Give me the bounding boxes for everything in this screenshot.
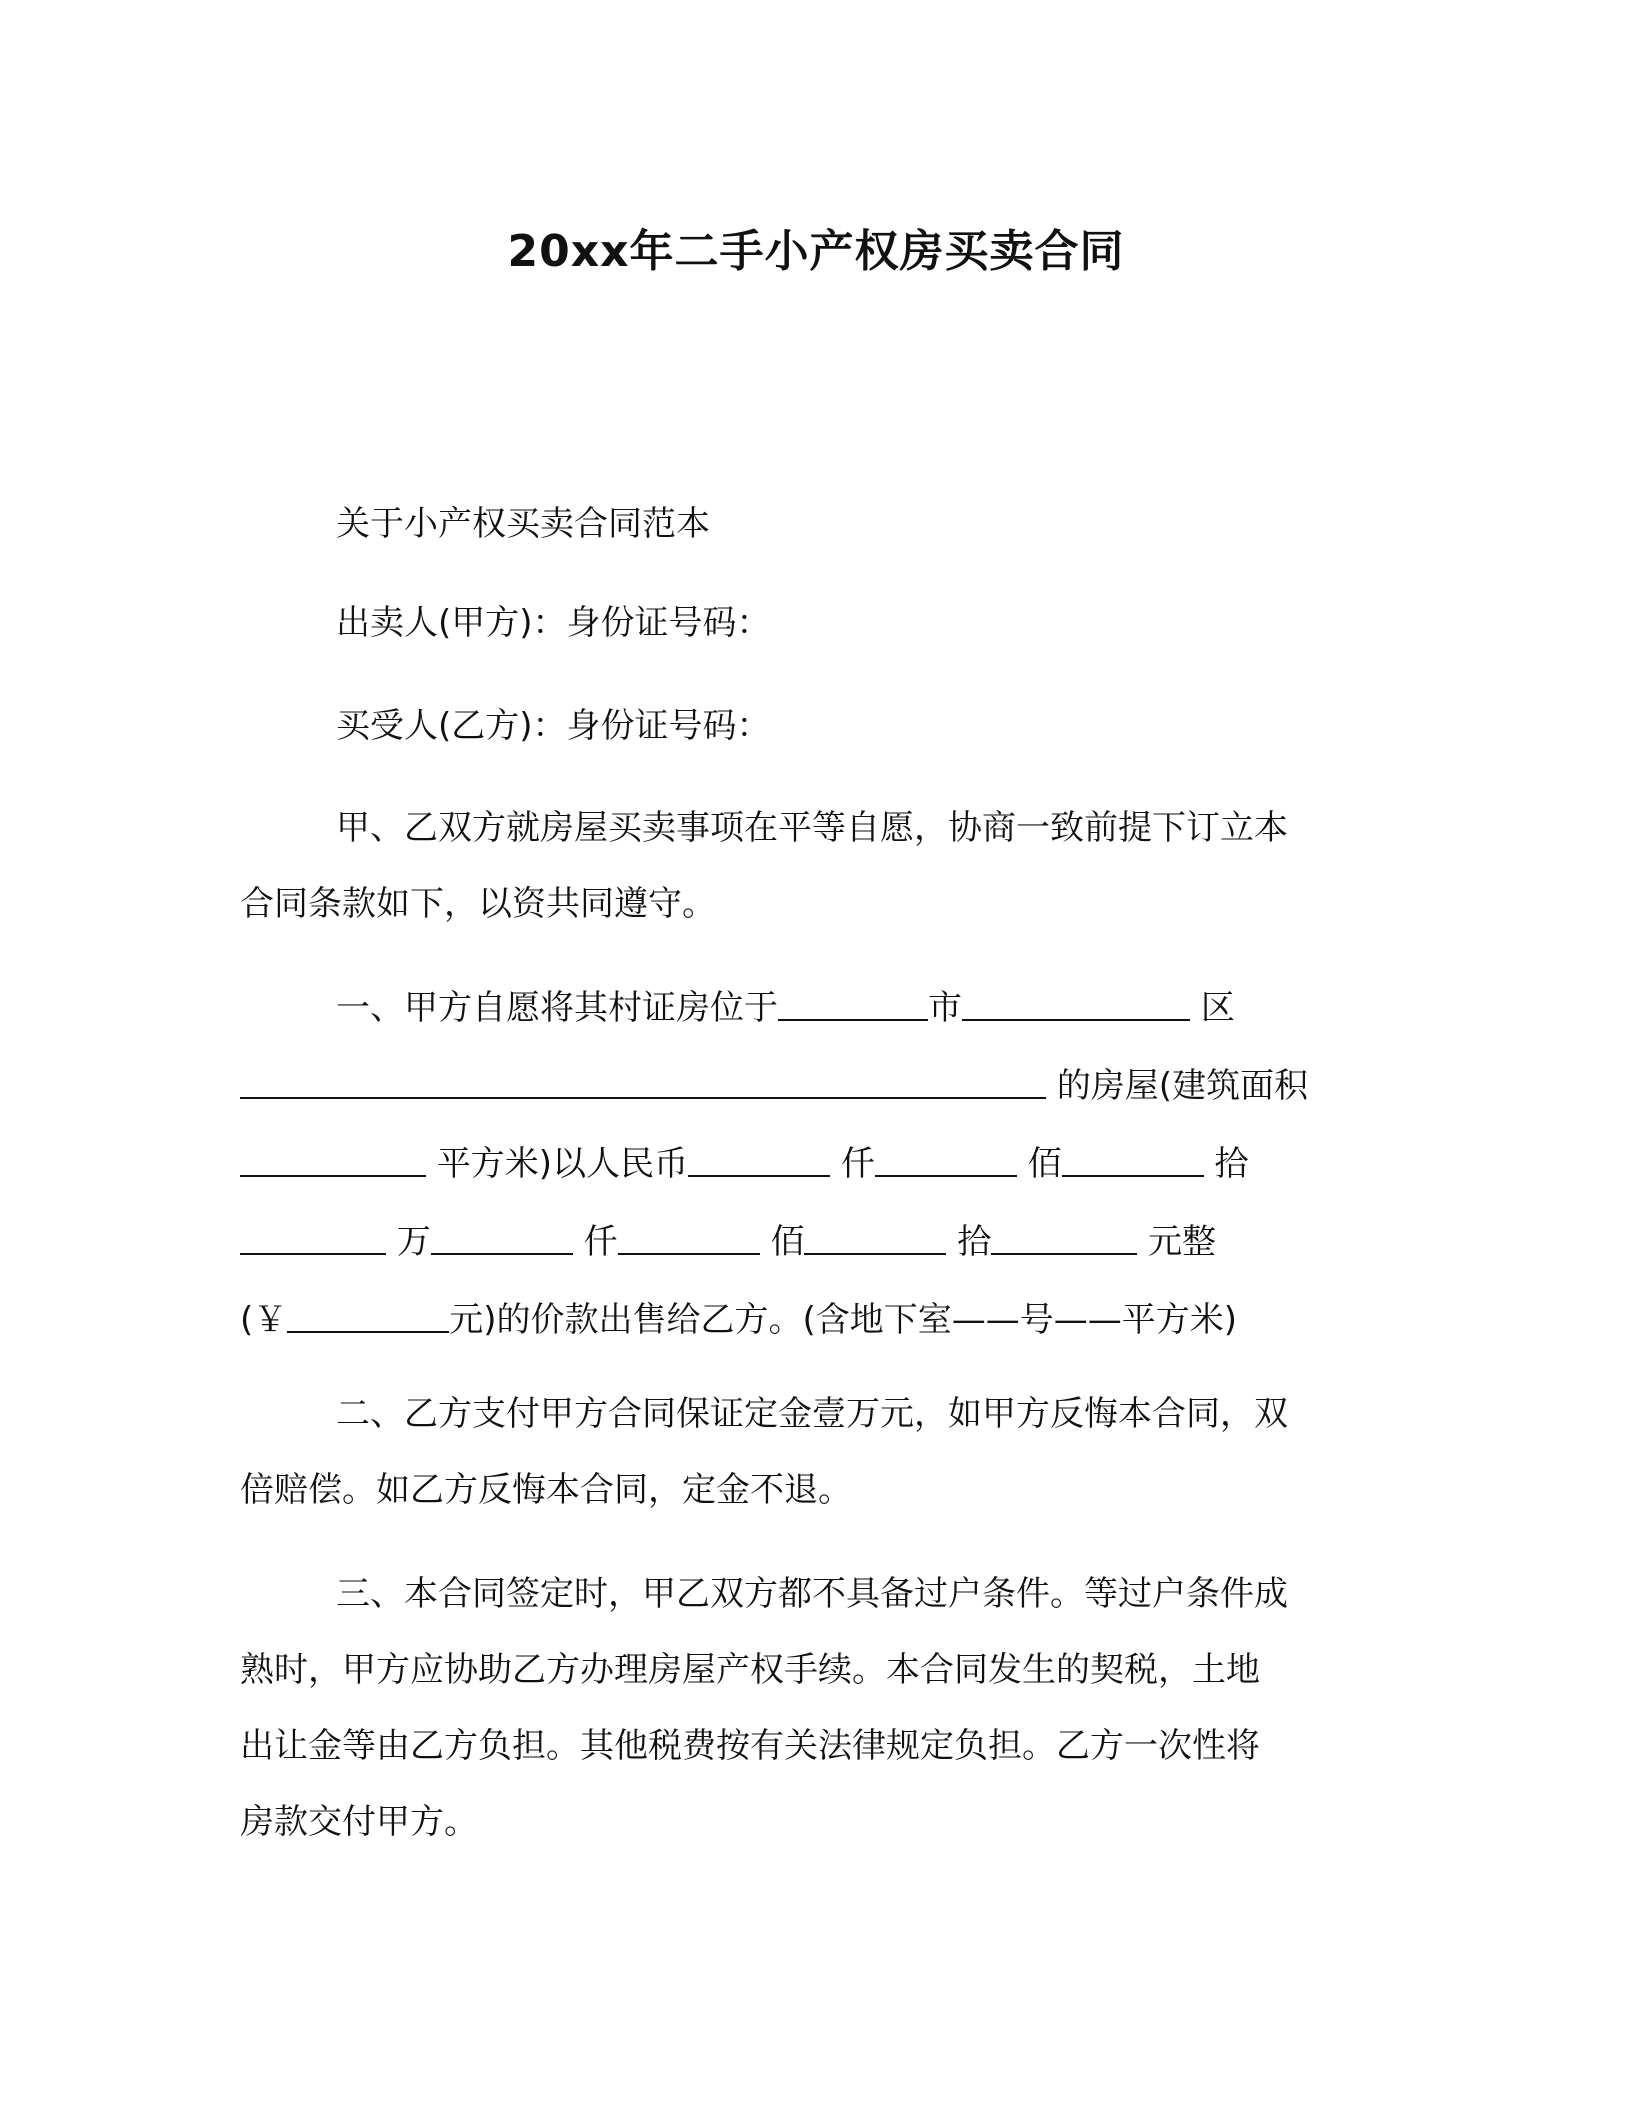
- blank-shi-2: [804, 1223, 946, 1255]
- clause-1-line-1: [240, 970, 1380, 1048]
- document-title: 20xx年二手小产权房买卖合同: [507, 226, 1125, 277]
- blank-bai-1: [875, 1145, 1017, 1177]
- unit-wan: 万: [396, 1222, 431, 1262]
- seller-block: [240, 585, 1380, 661]
- clause-3-paragraph: [240, 1556, 1380, 1860]
- blank-yuan: [991, 1223, 1137, 1255]
- intro-line-2: 合同条款如下，以资共同遵守。: [240, 884, 716, 924]
- buyer-line: 买受人(乙方)：身份证号码：: [336, 706, 771, 746]
- clause-1-text: 一、甲方自愿将其村证房位于: [336, 988, 778, 1028]
- clause-1-city-label: 市: [928, 988, 962, 1028]
- clause-1-line-5: [240, 1282, 1380, 1360]
- clause-2-line-2: 倍赔偿。如乙方反悔本合同，定金不退。: [240, 1470, 852, 1510]
- unit-bai-2: 佰: [770, 1222, 805, 1262]
- clause-1-paragraph: [240, 970, 1380, 1360]
- blank-bai-2: [618, 1223, 760, 1255]
- unit-shi-1: 拾: [1214, 1144, 1249, 1184]
- unit-bai-1: 佰: [1027, 1144, 1062, 1184]
- blank-wan: [240, 1223, 386, 1255]
- clause-2-line-1: 二、乙方支付甲方合同保证定金壹万元，如甲方反悔本合同，双: [336, 1394, 1288, 1434]
- unit-qian-1: 仟: [840, 1144, 875, 1184]
- clause-1-line-2: [240, 1048, 1380, 1126]
- intro-paragraph: [240, 790, 1380, 942]
- blank-area: [240, 1145, 426, 1177]
- blank-qian-1: [688, 1145, 830, 1177]
- unit-yuan-zheng: 元整: [1148, 1222, 1217, 1262]
- buyer-block: [240, 688, 1380, 764]
- clause-1-closing-text: 元)的价款出售给乙方。(含地下室——号——平方米): [449, 1300, 1238, 1340]
- unit-qian-2: 仟: [583, 1222, 618, 1262]
- clause-2-paragraph: [240, 1376, 1380, 1528]
- intro-line-1: 甲、乙双方就房屋买卖事项在平等自愿，协商一致前提下订立本: [336, 808, 1288, 848]
- blank-shi-1: [1062, 1145, 1204, 1177]
- yuan-symbol: (￥: [240, 1300, 288, 1340]
- clause-1-line-3: [240, 1126, 1380, 1204]
- blank-district: [962, 989, 1190, 1021]
- clause-1-district-label: 区: [1200, 988, 1235, 1028]
- clause-1-line-4: [240, 1204, 1380, 1282]
- unit-shi-2: 拾: [957, 1222, 992, 1262]
- blank-qian-2: [431, 1223, 573, 1255]
- blank-address: [240, 1067, 1046, 1099]
- clause-1-area-label: 的房屋(建筑面积: [1056, 1066, 1309, 1106]
- seller-line: 出卖人(甲方)：身份证号码：: [336, 603, 771, 643]
- blank-city: [778, 989, 928, 1021]
- clause-3-line-1: 三、本合同签定时，甲乙双方都不具备过户条件。等过户条件成: [336, 1574, 1288, 1614]
- contract-subtitle: 关于小产权买卖合同范本: [336, 504, 710, 544]
- clause-1-price-label: 平方米)以人民币: [436, 1144, 689, 1184]
- clause-3-line-4: 房款交付甲方。: [240, 1802, 478, 1842]
- clause-3-line-3: 出让金等由乙方负担。其他税费按有关法律规定负担。乙方一次性将: [240, 1726, 1260, 1766]
- clause-3-line-2: 熟时，甲方应协助乙方办理房屋产权手续。本合同发生的契税，土地: [240, 1650, 1260, 1690]
- contract-heading-block: [240, 486, 1380, 562]
- blank-amount-numeric: [287, 1301, 449, 1333]
